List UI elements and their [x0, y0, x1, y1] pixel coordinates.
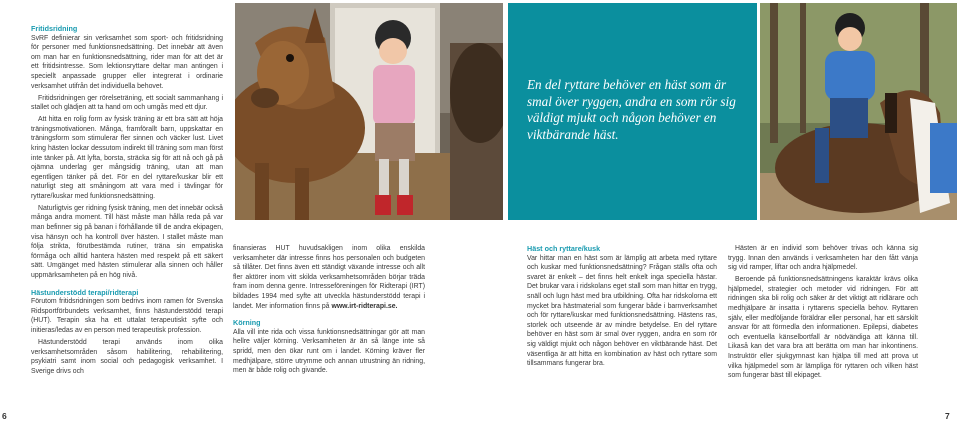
left-text-column — [31, 24, 223, 379]
paragraph: Att hitta en rolig form av fysisk träning är ett bra sätt att höja träningsmotivationen. Många, framförallt barn, uppskattar en träningsform som stimulerar fler sinnen och väcker lust. Livet kring hästen lockar dessutom indirekt till träning som man först inte tänker på. Att lyfta, borsta, sträcka sig för att nå och gå på ojämna underlag ger mångsidig träning, utan att man egentligen tänker på det. För en del ryttare/kuskar blir ett naturligt steg att småningom att vara med i tävlingar för ryttare/kuskar med funktionsnedsättning. — [31, 116, 223, 200]
heading-korning: Körning — [233, 318, 261, 328]
page-number-left: 6 — [2, 411, 7, 421]
paragraph: Naturligtvis ger ridning fysisk träning, men det innebär också många andra moment. Till häst måste man hålla reda på var man befinner sig på banan i förhållande till de andra ekipagen, visa hänsyn och ha kontroll över hästen. I stallet måste man följa strikta, förutbestämda rutiner, träna sin empatiska förmåga och alltid hantera hästen med respekt på ett säkert sätt. Umgänget med hästen stimulerar alla sinnen och håller uppmärksamheten på en hög nivå. — [31, 204, 223, 280]
photo-child-with-pony — [235, 3, 503, 220]
paragraph: Var hittar man en häst som är lämplig att arbeta med ryttare och kuskar med funktionsnedsättning? Frågan ställs ofta och svaret är enkelt – det finns helt enkelt inga speciella hästar. Det brukar vara i ridskolans eget stall som man hittar en trygg, snäll och lugn häst med bra utbildning. Ofta har ridskolorna ett mycket bra hästmaterial som fungerar både i barnverksamhet och för ryttare/kuskar med funktionsnedsättning. Hästens ras, storlek och utseende är av mindre betydelse. En del ryttare behöver en häst som är smal över ryggen, andra en som rör sig väldigt mjukt och någon behöver en viktbärande häst. Det väsentliga är att hitta en kombination av häst och ryttare som tillsammans fungerar bra. — [527, 254, 717, 368]
paragraph: SvRF definierar sin verksamhet som sport- och fritidsridning för personer med funktionsnedsättning. Det innebär att även om man har en funktionsnedsättning, rider man för att det är ett fritidsintresse. Som lektionsryttare deltar man antingen i speciellt anpassade grupper eller integrerat i ordinarie verksamhet utifrån det individuella behovet. — [31, 34, 223, 90]
right-text-column-a — [527, 244, 717, 371]
photo-boy-on-horse — [760, 3, 957, 220]
paragraph: Förutom fritidsridningen som bedrivs inom ramen för Svenska Ridsportförbundets verksamhet, finns hästunderstödd terapi (HUT). Terapin ska ha ett uttalat terapeutiskt syfte och initieras/ledas av en person med terapeutisk profession. — [31, 298, 223, 334]
pull-quote: En del ryttare behöver en häst som är smal över ryggen, andra en som rör sig väldigt mjukt och någon behöver en viktbärande häst. — [527, 77, 736, 142]
heading-hast-och-ryttare: Häst och ryttare/kusk — [527, 244, 601, 253]
paragraph: Beroende på funktionsnedsättningens karaktär krävs olika hjälpmedel, strategier och metoder vid ridningen. För att ridningen ska bli rolig och säker är det viktigt att ridlärare och medhjälpare är insatta i ryttarens speciella behov. Ryttaren själv, eller medföljande föräldrar eller personal, har ett särskilt ansvar för att förmedla den informationen. Epilepsi, diabetes och eventuella känselbortfall är nödvändiga att känna till. Likaså kan det vara bra att berätta om man har inkontinens. Instruktör eller sjukgymnast kan hjälpa till med att prova ut vilka hjälpmedel som är lämpliga för ryttaren och vilken häst som fungerar bäst till ekipaget. — [728, 276, 918, 380]
heading-hastunderstodd-terapi: Hästunderstödd terapi/ridterapi — [31, 287, 139, 297]
right-text-column-b — [728, 244, 918, 383]
paragraph: finansieras HUT huvudsakligen inom olika enskilda verksamheter där intresse finns hos personalen och budgeten så tillåter. Det finns även ett ständigt växande intresse och allt fler aktörer inom vitt skilda verksamhetsområden börjar träda fram inom denna genre. Intresseföreningen för Ridterapi (IRT) bildades 1994 med syfte att utveckla hästunderstödd terapi i landet. Mer information finns på www.irt-ridterapi.se. — [233, 245, 425, 310]
paragraph: Hästen är en individ som behöver trivas och känna sig trygg. Innan den används i verksamheten har den fått vänja sig vid ramper, liftar och andra hjälpmedel. — [728, 245, 918, 272]
heading-fritidsridning: Fritidsridning — [31, 24, 78, 33]
page-number-right: 7 — [945, 411, 950, 421]
paragraph: Fritidsridningen ger rörelseträning, ett socialt sammanhang i stallet och glädjen att ta hand om och umgås med ett djur. — [31, 94, 223, 112]
paragraph: Hästunderstödd terapi används inom olika verksamhetsområden såsom habilitering, rehabilitering, psykiatri samt inom social och pedagogisk verksamhet. I Sverige drivs och — [31, 338, 223, 375]
irt-link[interactable]: www.irt-ridterapi.se. — [331, 302, 398, 310]
paragraph: Alla vill inte rida och vissa funktionsnedsättningar gör att man hellre väljer körning. Verksamheten är än så länge inte så spridd, men den ökar runt om i landet. Körning kräver fler medhjälpare, större utrymme och annan utrustning än ridning, men är både rolig och givande. — [233, 328, 425, 375]
middle-text-column — [233, 244, 425, 378]
